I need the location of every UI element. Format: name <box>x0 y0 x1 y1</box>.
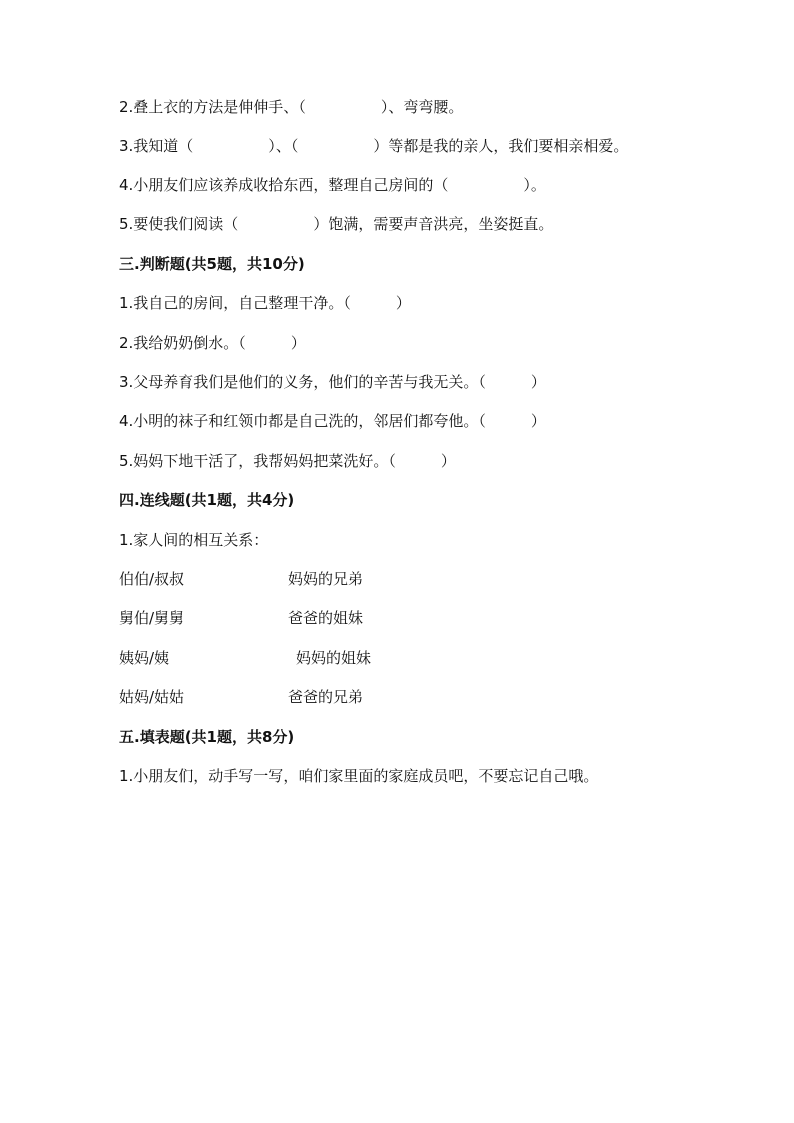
fill-blank-item-5: 5.要使我们阅读（ ）饱满，需要声音洪亮，坐姿挺直。 <box>119 215 554 233</box>
matching-right-4: 爸爸的兄弟 <box>288 688 364 706</box>
matching-left-2: 舅伯/舅舅 <box>119 609 185 627</box>
matching-question: 1.家人间的相互关系： <box>119 531 269 549</box>
section-4-heading: 四.连线题(共1题，共4分) <box>119 491 295 509</box>
judge-item-5: 5.妈妈下地干活了，我帮妈妈把菜洗好。（ ） <box>119 452 456 470</box>
judge-item-4: 4.小明的袜子和红领巾都是自己洗的，邻居们都夸他。（ ） <box>119 412 546 430</box>
matching-left-1: 伯伯/叔叔 <box>119 570 185 588</box>
matching-right-1: 妈妈的兄弟 <box>288 570 364 588</box>
section-5-heading: 五.填表题(共1题，共8分) <box>119 728 295 746</box>
judge-item-2: 2.我给奶奶倒水。（ ） <box>119 334 306 352</box>
matching-right-3: 妈妈的姐妹 <box>296 649 372 667</box>
fill-blank-item-3: 3.我知道（ ）、（ ）等都是我的亲人，我们要相亲相爱。 <box>119 137 629 155</box>
matching-left-4: 姑妈/姑姑 <box>119 688 185 706</box>
matching-right-2: 爸爸的姐妹 <box>288 609 364 627</box>
judge-item-3: 3.父母养育我们是他们的义务，他们的辛苦与我无关。（ ） <box>119 373 546 391</box>
matching-left-3: 姨妈/姨 <box>119 649 170 667</box>
judge-item-1: 1.我自己的房间，自己整理干净。（ ） <box>119 294 411 312</box>
table-question: 1.小朋友们，动手写一写，咱们家里面的家庭成员吧，不要忘记自己哦。 <box>119 767 599 785</box>
fill-blank-item-2: 2.叠上衣的方法是伸伸手、（ ）、弯弯腰。 <box>119 98 464 116</box>
section-3-heading: 三.判断题(共5题，共10分) <box>119 255 305 273</box>
fill-blank-item-4: 4.小朋友们应该养成收拾东西，整理自己房间的（ ）。 <box>119 176 546 194</box>
